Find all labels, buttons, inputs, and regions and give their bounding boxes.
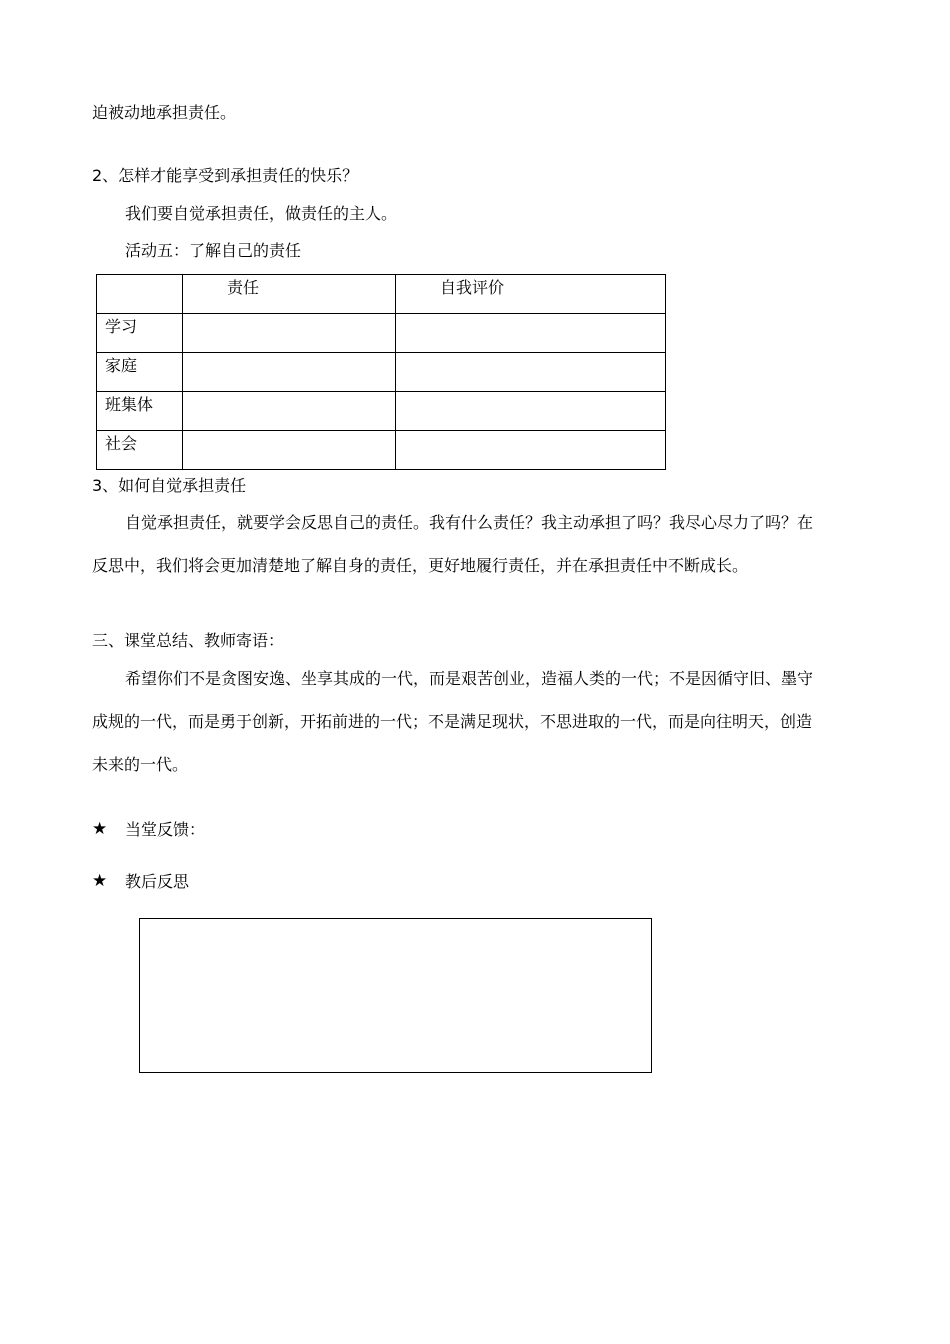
self-evaluation-cell[interactable] (396, 392, 666, 431)
continued-text: 迫被动地承担责任。 (92, 103, 237, 122)
teacher-message-line: 未来的一代。 (92, 755, 189, 774)
row-label: 班集体 (97, 392, 183, 431)
table-row (97, 392, 666, 431)
star-icon: ★ (92, 818, 108, 839)
self-evaluation-cell[interactable] (396, 431, 666, 470)
reflection-box[interactable] (139, 918, 652, 1073)
reflection-label: 教后反思 (125, 872, 190, 891)
teacher-message-line: 希望你们不是贪图安逸、坐享其成的一代，而是艰苦创业，造福人类的一代；不是因循守旧、墨守 (125, 669, 814, 688)
responsibility-table (96, 274, 666, 470)
row-label: 学习 (97, 314, 183, 353)
table-row (97, 431, 666, 470)
feedback-row (92, 817, 205, 840)
row-label: 社会 (97, 431, 183, 470)
responsibility-cell[interactable] (183, 431, 396, 470)
star-icon: ★ (92, 870, 108, 891)
table-header-row (97, 275, 666, 314)
responsibility-cell[interactable] (183, 314, 396, 353)
feedback-label: 当堂反馈： (125, 820, 206, 839)
question-3-paragraph-line: 反思中，我们将会更加清楚地了解自身的责任，更好地履行责任，并在承担责任中不断成长。 (92, 556, 749, 575)
responsibility-cell[interactable] (183, 392, 396, 431)
table-row (97, 314, 666, 353)
teacher-message-line: 成规的一代，而是勇于创新，开拓前进的一代；不是满足现状，不思进取的一代，而是向往明天，创造 (92, 712, 813, 731)
question-2-heading: 2、怎样才能享受到承担责任的快乐？ (92, 166, 359, 185)
self-evaluation-cell[interactable] (396, 314, 666, 353)
question-3-heading: 3、如何自觉承担责任 (92, 476, 247, 495)
table-header-cell (97, 275, 183, 314)
activity-5-title: 活动五：了解自己的责任 (125, 241, 302, 260)
question-3-paragraph-line: 自觉承担责任，就要学会反思自己的责任。我有什么责任？我主动承担了吗？我尽心尽力了吗？在 (125, 513, 814, 532)
self-evaluation-cell[interactable] (396, 353, 666, 392)
row-label: 家庭 (97, 353, 183, 392)
table-row (97, 353, 666, 392)
section-3-heading: 三、课堂总结、教师寄语： (92, 631, 285, 650)
table-header-cell: 自我评价 (396, 275, 666, 314)
reflection-row (92, 869, 189, 892)
responsibility-cell[interactable] (183, 353, 396, 392)
table-header-cell: 责任 (183, 275, 396, 314)
question-2-answer: 我们要自觉承担责任，做责任的主人。 (125, 204, 398, 223)
